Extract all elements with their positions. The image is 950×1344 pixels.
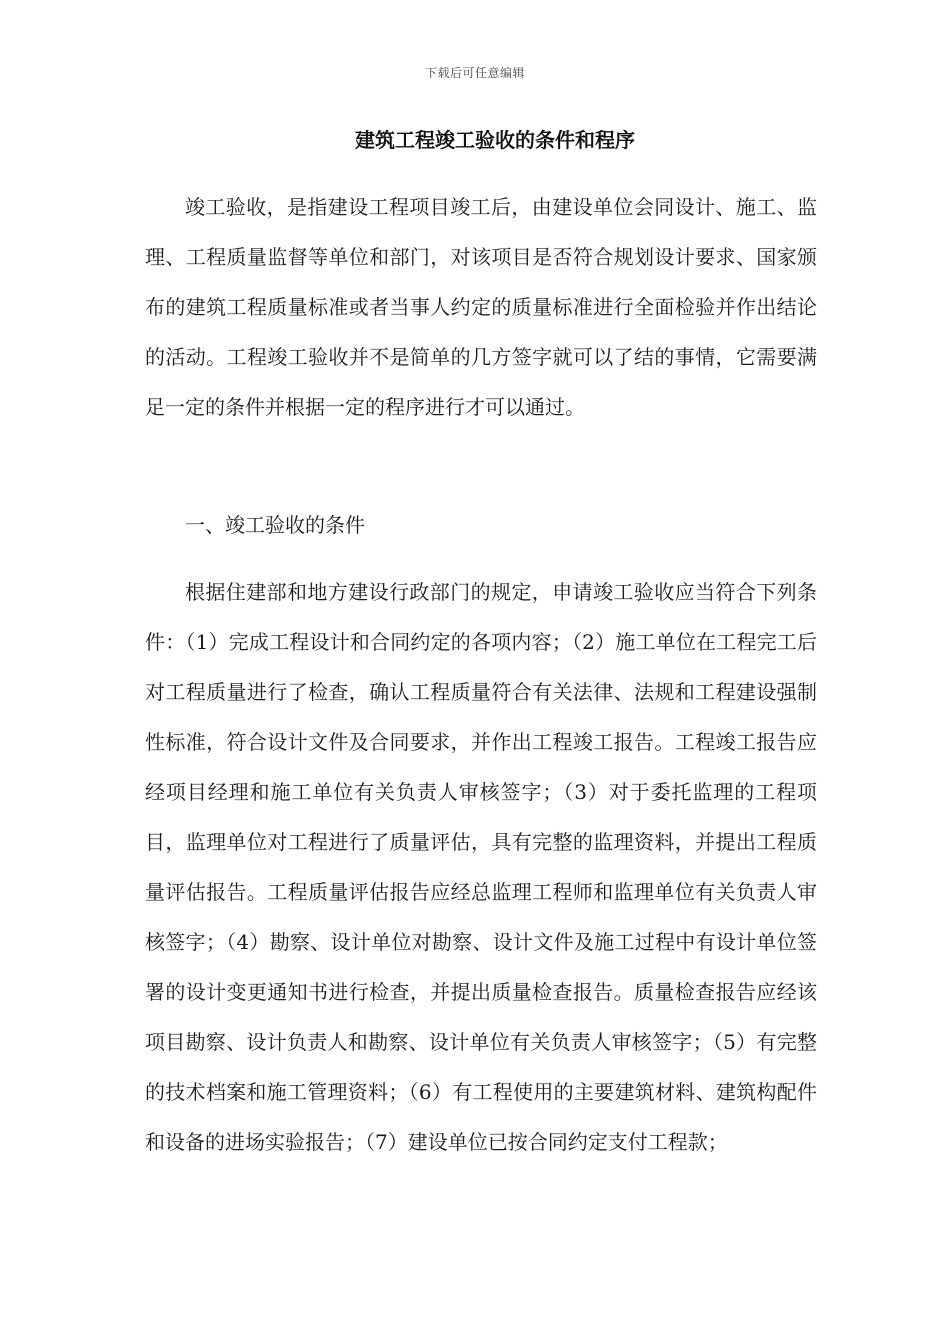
document-title: 建筑工程竣工验收的条件和程序: [355, 128, 635, 152]
intro-paragraph: 竣工验收，是指建设工程项目竣工后，由建设单位会同设计、施工、监理、工程质量监督等单位和部门，对该项目是否符合规划设计要求、国家颁布的建筑工程质量标准或者当事人约定的质量标准进行全面检验并作出结论的活动。工程竣工验收并不是简单的几方签字就可以了结的事情，它需要满足一定的条件并根据一定的程序进行才可以通过。: [145, 195, 817, 419]
conditions-paragraph: 根据住建部和地方建设行政部门的规定，申请竣工验收应当符合下列条件：（1）完成工程设计和合同约定的各项内容；（2）施工单位在工程完工后对工程质量进行了检查，确认工程质量符合有关法律、法规和工程建设强制性标准，符合设计文件及合同要求，并作出工程竣工报告。工程竣工报告应经项目经理和施工单位有关负责人审核签字；（3）对于委托监理的工程项目，监理单位对工程进行了质量评估，具有完整的监理资料，并提出工程质量评估报告。工程质量评估报告应经总监理工程师和监理单位有关负责人审核签字；（4）勘察、设计单位对勘察、设计文件及施工过程中有设计单位签署的设计变更通知书进行检查，并提出质量检查报告。质量检查报告应经该项目勘察、设计负责人和勘察、设计单位有关负责人审核签字；（5）有完整的技术档案和施工管理资料；（6）有工程使用的主要建筑材料、建筑构配件和设备的进场实验报告；（7）建设单位已按合同约定支付工程款；: [145, 580, 817, 1154]
header-note: 下载后可任意编辑: [424, 66, 525, 80]
section-heading-conditions: 一、竣工验收的条件: [185, 513, 365, 537]
